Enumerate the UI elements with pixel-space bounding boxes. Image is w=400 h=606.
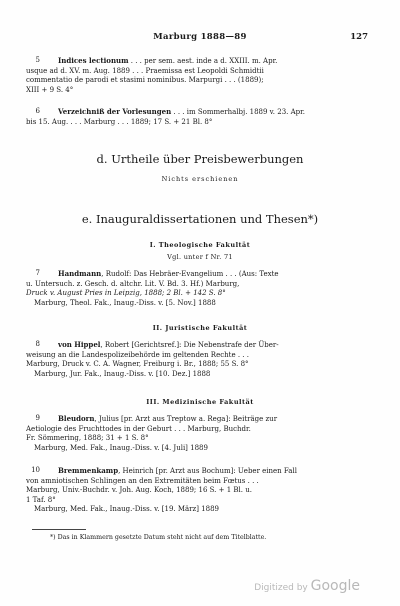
entry-title: von Hippel xyxy=(58,340,101,349)
entry-text: 1 Taf. 8° xyxy=(26,495,56,504)
entry-title: Bleudorn xyxy=(58,414,95,423)
entry-number: 10 xyxy=(31,466,40,474)
entry-text: usque ad d. XV. m. Aug. 1889 . . . Praemissa est Leopoldi Schmidtii xyxy=(26,66,264,75)
entry-text: , Heinrich [pr. Arzt aus Bochum]: Ueber einen Fall xyxy=(118,467,297,475)
entry-text: Marburg, Med. Fak., Inaug.-Diss. v. [4. Juli] 1889 xyxy=(34,443,208,452)
footnote-divider xyxy=(32,529,86,530)
entry-text: Marburg, Jur. Fak., Inaug.-Diss. v. [10. Dez.] 1888 xyxy=(34,369,211,378)
entry-text: bis 15. Aug. . . . Marburg . . . 1889; 17 S. + 21 Bl. 8° xyxy=(26,117,213,126)
entry-number: 6 xyxy=(35,107,40,115)
entry-text: Druck v. August Pries in Leipzig, 1888; 2 Bl. + 142 S. 8° xyxy=(26,289,226,297)
entry-title: Verzeichniß der Vorlesungen xyxy=(58,107,172,116)
entry-text: , Robert [Gerichtsref.]: Die Nebenstrafe der Über- xyxy=(100,341,279,349)
faculty-heading-medicine: III. Medizinische Fakultät xyxy=(146,398,254,406)
section-d-note: Nichts erschienen xyxy=(161,175,239,183)
faculty-heading-theology: I. Theologische Fakultät xyxy=(149,241,251,249)
section-heading-e: e. Inauguraldissertationen und Thesen*) xyxy=(81,212,319,226)
entry-text: XIII + 9 S. 4° xyxy=(26,85,74,94)
entry-text: commentatio de parodi et stasimi nominibus. Marpurgi . . . (1889); xyxy=(26,76,264,84)
entry-number: 5 xyxy=(35,56,40,64)
entry-text: , Julius [pr. Arzt aus Treptow a. Rega]: Beiträge zur xyxy=(94,415,278,423)
google-logo: Google xyxy=(310,578,360,594)
entry-text: weisung an die Landespolizeibehörde im geltenden Rechte . . . xyxy=(26,350,249,359)
entry-text: , Rudolf: Das Hebräer-Evangelium . . . (Aus: Texte xyxy=(101,270,279,278)
running-header: Marburg 1888—89 xyxy=(153,32,247,42)
entry-text: Marburg, Med. Fak., Inaug.-Diss. v. [19. März] 1889 xyxy=(34,505,219,513)
faculty-heading-law: II. Juristische Fakultät xyxy=(152,324,248,332)
entry-title: Indices lectionum xyxy=(58,56,129,65)
digitization-watermark xyxy=(254,578,360,594)
entry-number: 7 xyxy=(35,269,40,277)
entry-title: Handmann xyxy=(58,269,102,278)
section-heading-d: d. Urtheile über Preisbewerbungen xyxy=(96,152,304,166)
entry-title: Bremmenkamp xyxy=(58,466,119,475)
watermark-prefix: Digitized by xyxy=(254,583,308,593)
entry-text: . . . per sem. aest. inde a d. XXIII. m. Apr. xyxy=(128,57,278,65)
entry-text: Marburg, Univ.-Buchdr. v. Joh. Aug. Koch, 1889; 16 S. + 1 Bl. u. xyxy=(26,486,252,494)
footnote: *) Das in Klammern gesetzte Datum steht nicht auf dem Titelblatte. xyxy=(50,534,267,541)
entry-text: Marburg, Theol. Fak., Inaug.-Diss. v. [5. Nov.] 1888 xyxy=(34,298,216,307)
entry-text: Marburg, Druck v. C. A. Wagner, Freiburg i. Br., 1888; 55 S. 8° xyxy=(26,360,249,368)
entry-text: von amniotischen Schlingen an den Extremitäten beim Fœtus . . . xyxy=(26,476,259,485)
entry-text: . . . im Sommerhalbj. 1889 v. 23. Apr. xyxy=(171,108,305,116)
entry-text: Fr. Sömmering, 1888; 31 + 1 S. 8° xyxy=(26,434,149,442)
entry-text: u. Untersuch. z. Gesch. d. altchr. Lit. V. Bd. 3. Hf.) Marburg, xyxy=(26,279,240,288)
page-number: 127 xyxy=(350,32,368,42)
entry-number: 9 xyxy=(35,414,40,422)
entry-number: 8 xyxy=(35,340,40,348)
faculty-note: Vgl. unter f Nr. 71 xyxy=(167,253,233,261)
entry-text: Aetiologie des Fruchttodes in der Geburt . . . Marburg, Buchdr. xyxy=(26,424,251,433)
